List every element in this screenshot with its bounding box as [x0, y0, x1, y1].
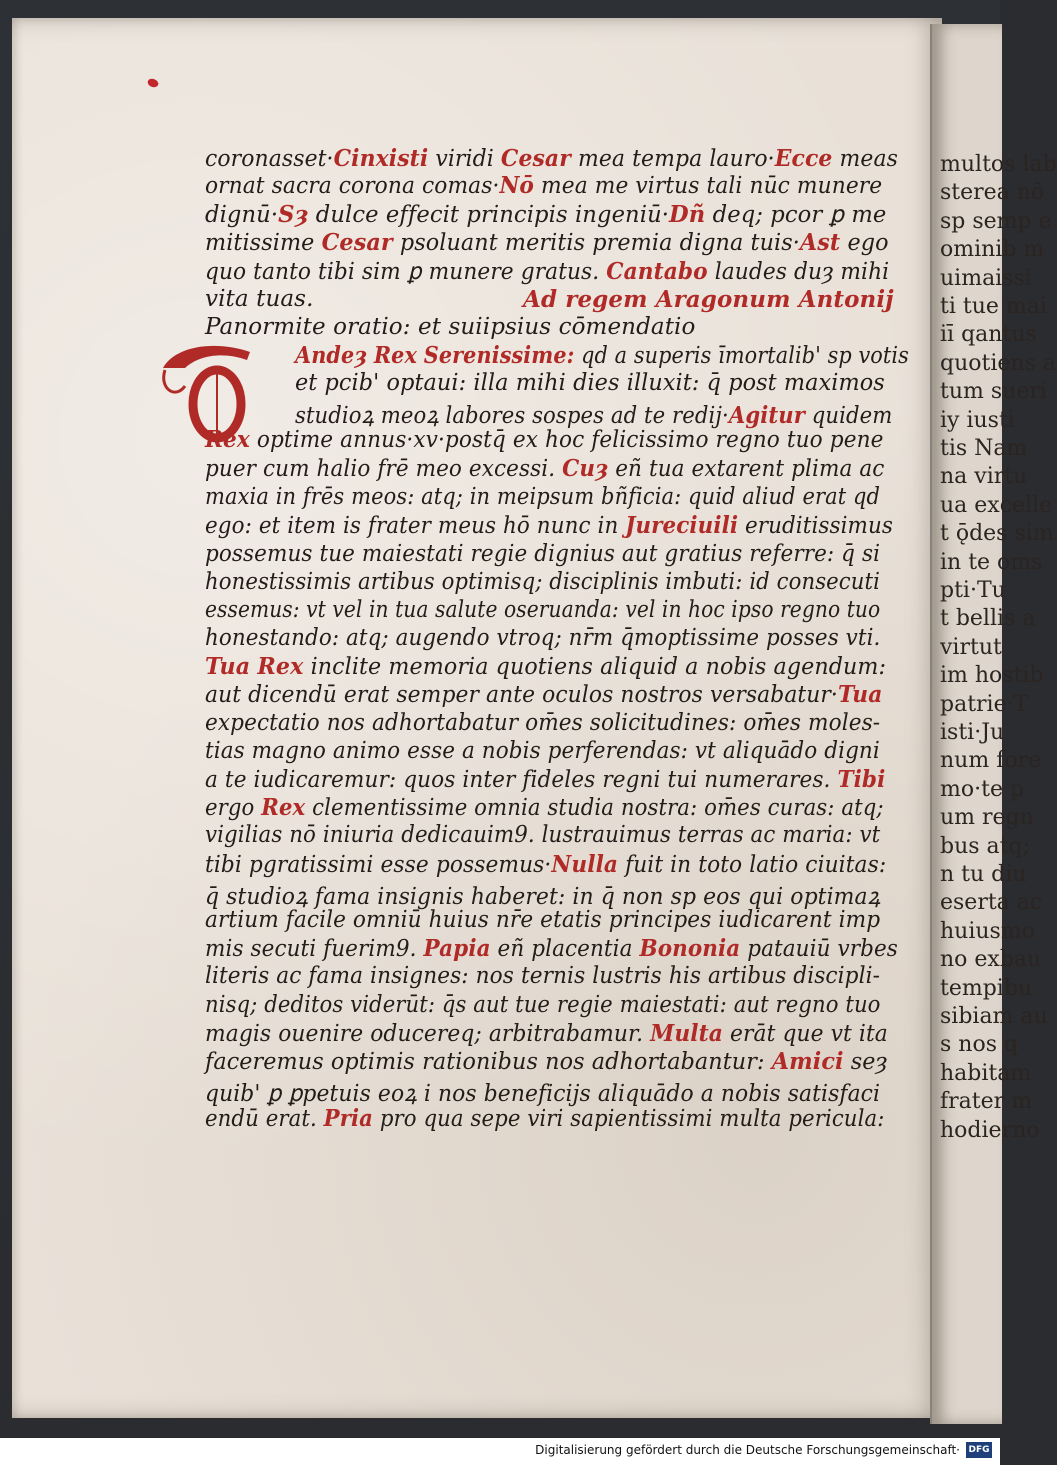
facing-page-line: bus atq; — [940, 833, 1030, 859]
footer-bar — [0, 1438, 1000, 1465]
facing-page-line: habitam — [940, 1060, 1032, 1086]
dfg-logo-icon: DFG — [966, 1442, 992, 1458]
rubric-word: Tua — [837, 681, 883, 708]
text-line: possemus tue maiestati regie dignius aut gratius referre: q̄ si — [205, 541, 881, 567]
text-line: nisq; deditos viderūt: q̄s aut tue regie maiestati: aut regno tuo — [205, 992, 881, 1018]
text-line: magis ouenire oducereq; arbitrabamur. Multa erāt que vt ita — [205, 1020, 888, 1047]
rubric-word: Cesar — [321, 229, 393, 256]
facing-page-line: na virtu — [940, 464, 1028, 490]
rubric-word: Agitur — [728, 402, 805, 429]
facing-page-line: frater m — [940, 1089, 1033, 1115]
facing-page-line: virtut — [940, 634, 1002, 660]
text-line: vita tuas. — [205, 286, 314, 312]
facing-page-line: ua excelle — [940, 492, 1053, 518]
text-line: dignū·Sȝ dulce effecit principis ingeniū·Dñ deq; pcor ꝑ me — [205, 201, 887, 228]
text-line: Rex optime annus·xv·postq̄ ex hoc felicissimo regno tuo pene — [205, 426, 884, 453]
facing-page-line: no exbau — [940, 947, 1042, 973]
facing-page-line: iy iusti — [940, 407, 1015, 433]
text-line: mitissime Cesar psoluant meritis premia digna tuis·Ast ego — [205, 229, 889, 256]
rubric-word: Cesar — [500, 145, 571, 172]
facing-page-line: hodierno — [940, 1117, 1040, 1143]
text-line: et pcib' optaui: illa mihi dies illuxit: q̄ post maximos — [295, 370, 885, 396]
rubric-word: Tua — [205, 653, 251, 680]
facing-page-line: tempibu — [940, 975, 1033, 1001]
text-line: literis ac fama insignes: nos ternis lustris his artibus discipli- — [205, 963, 881, 989]
text-line: ergo Rex clementissime omnia studia nostra: om̄es curas: atq; — [205, 794, 884, 821]
rubric-word: Rex — [373, 342, 417, 369]
rubric-word: Papia — [423, 935, 491, 962]
facing-page-line: huiusmo — [940, 918, 1035, 944]
text-line: faceremus optimis rationibus nos adhortabantur: Amici seȝ — [205, 1048, 888, 1075]
facing-page-line: um regn — [940, 805, 1034, 831]
text-line: maxia in frēs meos: atq; in meipsum bñficia: quid aliud erat qd — [205, 484, 881, 510]
text-line: honestando: atq; augendo vtroq; nr̄m q̄moptissime posses vti. — [205, 625, 881, 651]
rubric-word: Pria — [323, 1105, 374, 1132]
rubric-word: Sȝ — [278, 201, 309, 228]
facing-page-line: ti tue mai — [940, 294, 1047, 319]
rubric-word: Rex — [257, 653, 304, 680]
text-line: tibi pgratissimi esse possemus·Nulla fuit in toto latio ciuitas: — [205, 851, 887, 878]
facing-page-line: multos lab — [940, 152, 1057, 177]
text-line: studioꝝ meoꝝ labores sospes ad te redij·Agitur quidem — [295, 402, 893, 429]
facing-page-line: isti·Ju — [940, 720, 1005, 745]
text-line: ornat sacra corona comas·Nō mea me virtus tali nūc munere — [205, 172, 883, 199]
text-line: tias magno animo esse a nobis perferendas: vt aliquādo digni — [205, 738, 880, 764]
rubric-word: Tibi — [837, 766, 886, 793]
section-heading: Ad regem Aragonum Antonij — [523, 286, 894, 313]
text-line: endū erat. Pria pro qua sepe viri sapientissimi multa pericula: — [205, 1105, 885, 1132]
digitization-credit: Digitalisierung gefördert durch die Deutsche Forschungsgemeinschaft· — [535, 1443, 960, 1457]
facing-page-line: patrie·T — [940, 691, 1029, 717]
rubric-word: Cantabo — [606, 258, 708, 285]
facing-page-line: uimaissi — [940, 265, 1032, 291]
text-line: q̄ studioꝝ fama insignis haberet: in q̄ non sp eos qui optimaꝝ — [205, 884, 881, 910]
text-line: artium facile omniū huius nr̄e etatis principes iudicarent imp — [205, 907, 881, 933]
text-line: ego: et item is frater meus hō nunc in Jureciuili eruditissimus — [205, 512, 893, 539]
rubric-word: Rex — [261, 794, 306, 821]
text-line: a te iudicaremur: quos inter fideles regni tui numerares. Tibi — [205, 766, 886, 793]
facing-page-line: sp semp e — [940, 208, 1052, 234]
rubric-word: Ast — [799, 229, 841, 256]
text-line: quo tanto tibi sim ꝑ munere gratus. Cantabo laudes duȝ mihi — [205, 258, 890, 285]
text-line: honestissimis artibus optimisq; disciplinis imbuti: id consecuti — [205, 569, 880, 595]
facing-page-line: t bellis a — [940, 606, 1036, 632]
rubric-word: Cinxisti — [333, 145, 429, 172]
facing-page-line: eserta ac — [940, 890, 1043, 916]
text-line: Tua Rex inclite memoria quotiens aliquid a nobis agendum: — [205, 653, 887, 680]
text-line: coronasset·Cinxisti viridi Cesar mea tempa lauro·Ecce meas — [205, 145, 898, 172]
text-line: aut dicendū erat semper ante oculos nostros versabatur·Tua — [205, 681, 883, 708]
rubric-word: Andeȝ — [295, 342, 368, 369]
facing-page-line: sibiam au — [940, 1004, 1048, 1029]
facing-page-line: sterea nō — [940, 180, 1045, 206]
rubric-word: Jureciuili — [625, 512, 739, 539]
text-line: puer cum halio frē meo excessi. Cuȝ eñ tua extarent plima ac — [205, 455, 885, 482]
rubric-word: Dñ — [669, 201, 706, 228]
rubric-word: Nō — [499, 172, 535, 199]
text-line: expectatio nos adhortabatur om̄es solicitudines: om̄es moles- — [205, 710, 881, 736]
heading-continuation: Panormite oratio: et suiipsius cōmendatio — [205, 314, 696, 340]
text-line: quib' ꝑ ꝑpetuis eoꝝ i nos beneficijs aliquādo a nobis satisfaci — [205, 1081, 881, 1107]
facing-page-line: iī qantus — [940, 322, 1037, 348]
facing-page-line: in te oms — [940, 549, 1043, 575]
rubric-word: Nulla — [551, 851, 619, 878]
text-line: Andeȝ Rex Serenissime: qd a superis īmortalib' sp votis — [295, 342, 909, 369]
text-line: mis secuti fuerim9. Papia eñ placentia Bononia patauiū vrbes — [205, 935, 898, 962]
rubric-word: Cuȝ — [562, 455, 609, 482]
rubric-word: Multa — [650, 1020, 723, 1047]
facing-page-line: tum sueri — [940, 379, 1047, 405]
facing-page-line: s nos q — [940, 1032, 1019, 1058]
rubric-word: Serenissime: — [423, 342, 575, 369]
facing-page-line: tis Nam — [940, 436, 1028, 461]
facing-page-edge — [930, 24, 1057, 1424]
facing-page-line: ominib m — [940, 237, 1045, 263]
facing-page-line: quotiens a — [940, 350, 1056, 376]
text-line: essemus: vt vel in tua salute oseruanda: vel in hoc ipso regno tuo — [205, 597, 881, 623]
facing-page-line: pti·Tu — [940, 578, 1006, 603]
facing-page-line: n tu diu — [940, 862, 1027, 887]
facing-page-line: im hostib — [940, 663, 1044, 689]
facing-page-line: mo·te p — [940, 776, 1025, 802]
facing-page-line: t ǭdes sim — [940, 521, 1054, 547]
rubric-word: Ecce — [774, 145, 833, 172]
text-line: vigilias nō iniuria dedicauim9. lustrauimus terras ac maria: vt — [205, 822, 881, 848]
rubric-word: Bononia — [639, 935, 741, 962]
facing-page-line: num fore — [940, 748, 1042, 774]
rubric-word: Rex — [205, 426, 250, 453]
rubric-word: Amici — [771, 1048, 844, 1075]
